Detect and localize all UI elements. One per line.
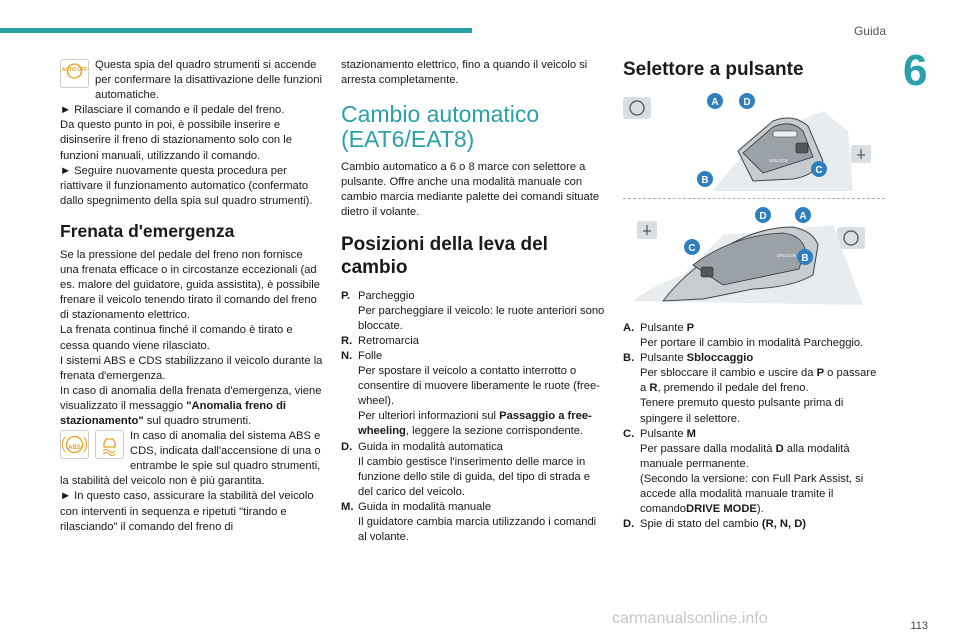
paragraph: ► In questo caso, assicurare la stabilità del veicolo con interventi in sequenza e ripetuti "tirando e rilasciando" il comando del freno di xyxy=(60,490,314,533)
svg-text:A: A xyxy=(799,211,807,222)
svg-text:B: B xyxy=(701,175,709,186)
list-item: C. Pulsante M Per passare dalla modalità D alla modalità manuale permanente. (Secondo la versione: con Full Park Assist, si accede alla modalità manuale tramite il comandoDRIVE MODE). xyxy=(623,427,864,516)
marker-b xyxy=(797,249,813,265)
page-number: 113 xyxy=(910,620,928,632)
paragraph: stazionamento elettrico, fino a quando il veicolo si arresta completamente. xyxy=(341,59,588,87)
paragraph: Questa spia del quadro strumenti si accende per confermare la disattivazione delle funzioni automatiche. xyxy=(95,59,322,102)
list-item: M. Guida in modalità manuale Il guidatore cambia marcia utilizzando i comandi al volante. xyxy=(341,500,597,544)
paragraph: ► Seguire nuovamente questa procedura per riattivare il funzionamento automatico (confermato dallo spegnimento della spia sul quadro strumenti). xyxy=(60,164,313,207)
svg-text:UNLOCK: UNLOCK xyxy=(777,253,796,258)
paragraph: ► Rilasciare il comando e il pedale del freno. xyxy=(60,104,285,117)
svg-text:D: D xyxy=(759,211,767,222)
list-item: N. Folle Per spostare il veicolo a contatto interrotto o consentire di muovere liberamente le ruote (free-wheel). Per ulteriori informazioni sul Passaggio a free-wheeling, leggere la sezione corrispondente. xyxy=(341,349,600,438)
svg-text:B: B xyxy=(801,253,809,264)
cds-warning-icon xyxy=(95,430,124,459)
section-heading: Posizioni della leva del cambio xyxy=(341,233,548,278)
list-item: P. Parcheggio Per parcheggiare il veicolo: le ruote anteriori sono bloccate. xyxy=(341,289,605,332)
abs-icon-label: ABS xyxy=(68,445,81,452)
paragraph: I sistemi ABS e CDS stabilizzano il veicolo durante la frenata d'emergenza. xyxy=(60,354,323,382)
steering-wheel-icon xyxy=(837,227,865,249)
paragraph: Se la pressione del pedale del freno non fornisce una frenata efficace o in circostanze eccezionali (ad es. malore del guidatore, guida assistita), è possibile frenare il veicolo tenendo tirato il comando del freno di stazionamento elettrico. xyxy=(60,248,320,322)
marker-b xyxy=(697,171,713,187)
marker-d xyxy=(755,207,771,223)
paragraph: In caso di anomalia del sistema ABS e CDS, indicata dall'accensione di una o entrambe le spie sul quadro strumenti, la stabilità del veicolo non è più garantita. xyxy=(60,430,321,488)
list-item: R. Retromarcia xyxy=(341,334,419,347)
svg-text:D: D xyxy=(743,97,751,108)
svg-text:A: A xyxy=(711,97,719,108)
svg-text:C: C xyxy=(815,165,823,176)
svg-text:C: C xyxy=(688,243,696,254)
parking-icon xyxy=(637,221,657,239)
watermark: carmanualsonline.info xyxy=(612,610,768,627)
auto-off-icon-label: AUTO OFF xyxy=(61,67,88,73)
marker-c xyxy=(684,239,700,255)
marker-a xyxy=(795,207,811,223)
auto-off-warning-icon xyxy=(60,59,89,88)
column-1 xyxy=(60,58,324,535)
marker-d xyxy=(739,93,755,109)
column-2 xyxy=(341,58,607,545)
section-name: Guida xyxy=(853,24,886,38)
chapter-number: 6 xyxy=(903,46,928,95)
abs-warning-icon xyxy=(60,430,89,459)
parking-icon xyxy=(851,145,871,163)
list-item: D. Spie di stato del cambio (R, N, D) xyxy=(623,518,807,531)
paragraph: Cambio automatico a 6 o 8 marce con selettore a pulsante. Offre anche una modalità manuale con cambio marcia mediante palette dei comandi situate dietro il volante. xyxy=(341,161,600,219)
marker-a xyxy=(707,93,723,109)
marker-c xyxy=(811,161,827,177)
svg-text:UNLOCK: UNLOCK xyxy=(769,158,788,163)
column-3 xyxy=(623,58,885,532)
header-accent-bar xyxy=(0,28,472,33)
chapter-title: Cambio automatico (EAT6/EAT8) xyxy=(341,101,540,153)
section-heading: Frenata d'emergenza xyxy=(60,220,235,241)
paragraph: Da questo punto in poi, è possibile inserire e disinserire il freno di stazionamento solo con le funzioni manuali, utilizzando il comando. xyxy=(60,119,292,162)
list-item: D. Guida in modalità automatica Il cambio gestisce l'inserimento delle marce in funzione dello stile di guida, del tipo di strada e del carico del veicolo. xyxy=(341,440,590,498)
paragraph: La frenata continua finché il comando è tirato e cessa quando viene rilasciato. xyxy=(60,324,293,352)
selector-illustration-lhd xyxy=(623,91,885,194)
list-item: B. Pulsante Sbloccaggio Per sbloccare il cambio e uscire da P o passare a R, premendo il pedale del freno. Tenere premuto questo pulsante prima di spingere il selettore. xyxy=(623,352,877,425)
divider xyxy=(623,198,885,199)
selector-illustration-rhd xyxy=(623,205,885,313)
paragraph: In caso di anomalia della frenata d'emergenza, viene visualizzato il messaggio "Anomalia freno di stazionamento" sul quadro strumenti. xyxy=(60,384,322,427)
list-item: A. Pulsante P Per portare il cambio in modalità Parcheggio. xyxy=(623,322,864,350)
section-heading: Selettore a pulsante xyxy=(623,59,804,80)
steering-wheel-icon xyxy=(623,97,651,119)
